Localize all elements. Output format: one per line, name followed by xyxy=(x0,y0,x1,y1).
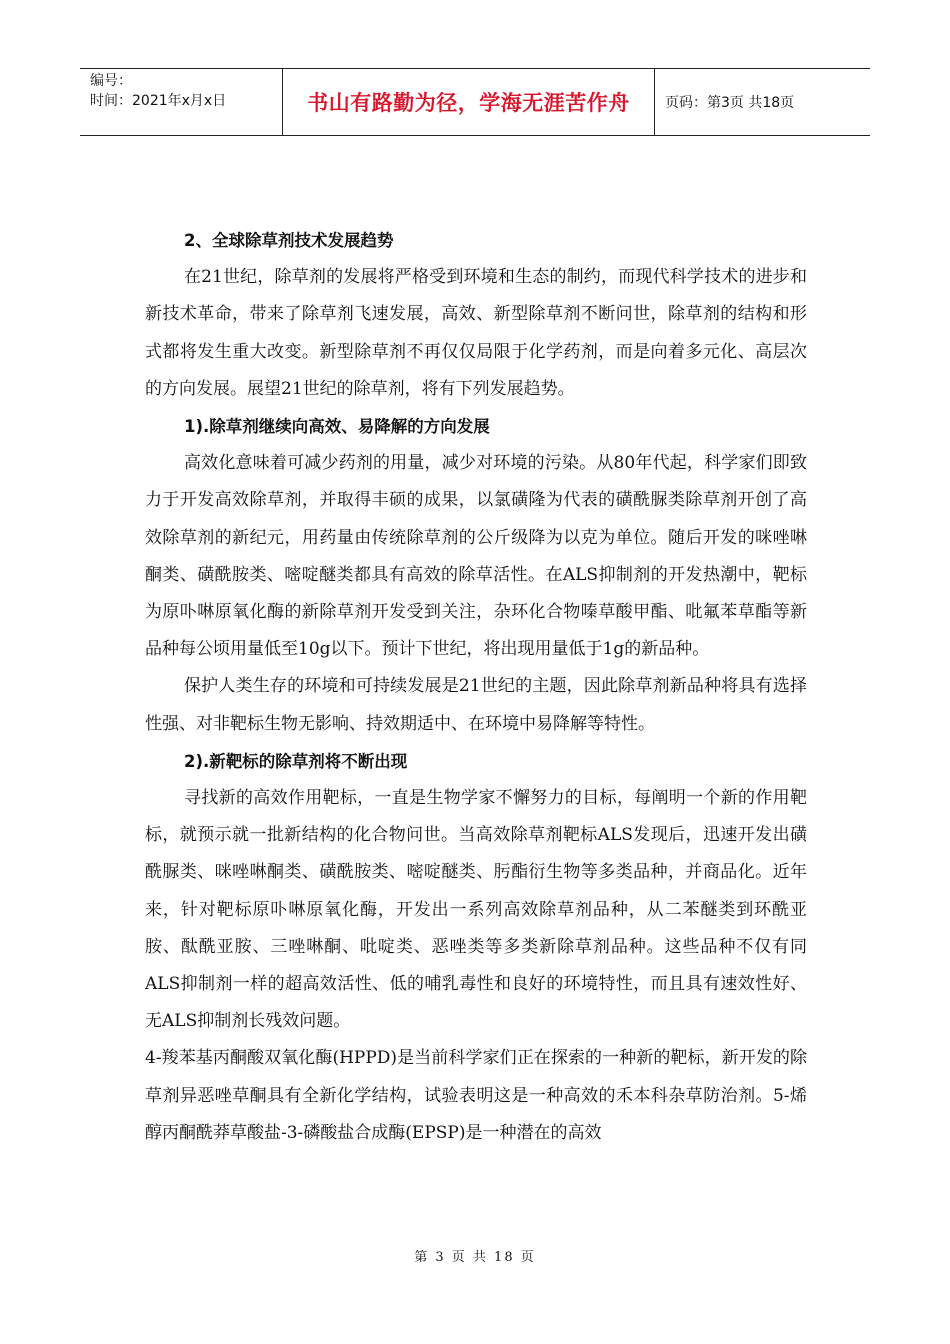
paragraph: 在21世纪，除草剂的发展将严格受到环境和生态的制约，而现代科学技术的进步和新技术革命，带来了除草剂飞速发展，高效、新型除草剂不断问世，除草剂的结构和形式都将发生重大改变。新型除草剂不再仅仅局限于化学药剂，而是向着多元化、高层次的方向发展。展望21世纪的除草剂，将有下列发展趋势。 xyxy=(145,267,807,399)
subsection-heading: 2).新靶标的除草剂将不断出现 xyxy=(184,751,408,771)
header-meta xyxy=(80,69,282,135)
page-footer: 第 3 页 共 18 页 xyxy=(414,1250,536,1265)
paragraph: 保护人类生存的环境和可持续发展是21世纪的主题，因此除草剂新品种将具有选择性强、对非靶标生物无影响、持效期适中、在环境中易降解等特性。 xyxy=(145,676,807,734)
document-number-label: 编号： xyxy=(90,73,132,89)
page-header xyxy=(80,68,870,136)
header-page-code: 页码：第3页 共18页 xyxy=(665,95,795,111)
paragraph: 4-羧苯基丙酮酸双氧化酶(HPPD)是当前科学家们正在探索的一种新的靶标，新开发的除草剂异恶唑草酮具有全新化学结构，试验表明这是一种高效的禾本科杂草防治剂。5-烯醇丙酮酰莽草酸盐-3-磷酸盐合成酶(EPSP)是一种潜在的高效 xyxy=(145,1048,807,1143)
document-body xyxy=(145,222,807,1152)
paragraph: 寻找新的高效作用靶标，一直是生物学家不懈努力的目标，每阐明一个新的作用靶标，就预示就一批新结构的化合物问世。当高效除草剂靶标ALS发现后，迅速开发出磺酰脲类、咪唑啉酮类、磺酰胺类、嘧啶醚类、肟酯衍生物等多类品种，并商品化。近年来，针对靶标原卟啉原氧化酶，开发出一系列高效除草剂品种，从二苯醚类到环酰亚胺、酞酰亚胺、三唑啉酮、吡啶类、恶唑类等多类新除草剂品种。这些品种不仅有同ALS抑制剂一样的超高效活性、低的哺乳毒性和良好的环境特性，而且具有速效性好、无ALS抑制剂长残效问题。 xyxy=(145,788,807,1032)
header-motto: 书山有路勤为径，学海无涯苦作舟 xyxy=(282,69,655,135)
section-heading: 2、全球除草剂技术发展趋势 xyxy=(184,231,394,250)
subsection-heading: 1).除草剂继续向高效、易降解的方向发展 xyxy=(184,417,490,437)
document-date-label: 时间：2021年x月x日 xyxy=(90,93,227,109)
paragraph: 高效化意味着可减少药剂的用量，减少对环境的污染。从80年代起，科学家们即致力于开发高效除草剂，并取得丰硕的成果，以氯磺隆为代表的磺酰脲类除草剂开创了高效除草剂的新纪元，用药量由传统除草剂的公斤级降为以克为单位。随后开发的咪唑啉酮类、磺酰胺类、嘧啶醚类都具有高效的除草活性。在ALS抑制剂的开发热潮中，靶标为原卟啉原氧化酶的新除草剂开发受到关注，杂环化合物嗪草酸甲酯、吡氟苯草酯等新品种每公顷用量低至10g以下。预计下世纪，将出现用量低于1g的新品种。 xyxy=(145,453,807,660)
